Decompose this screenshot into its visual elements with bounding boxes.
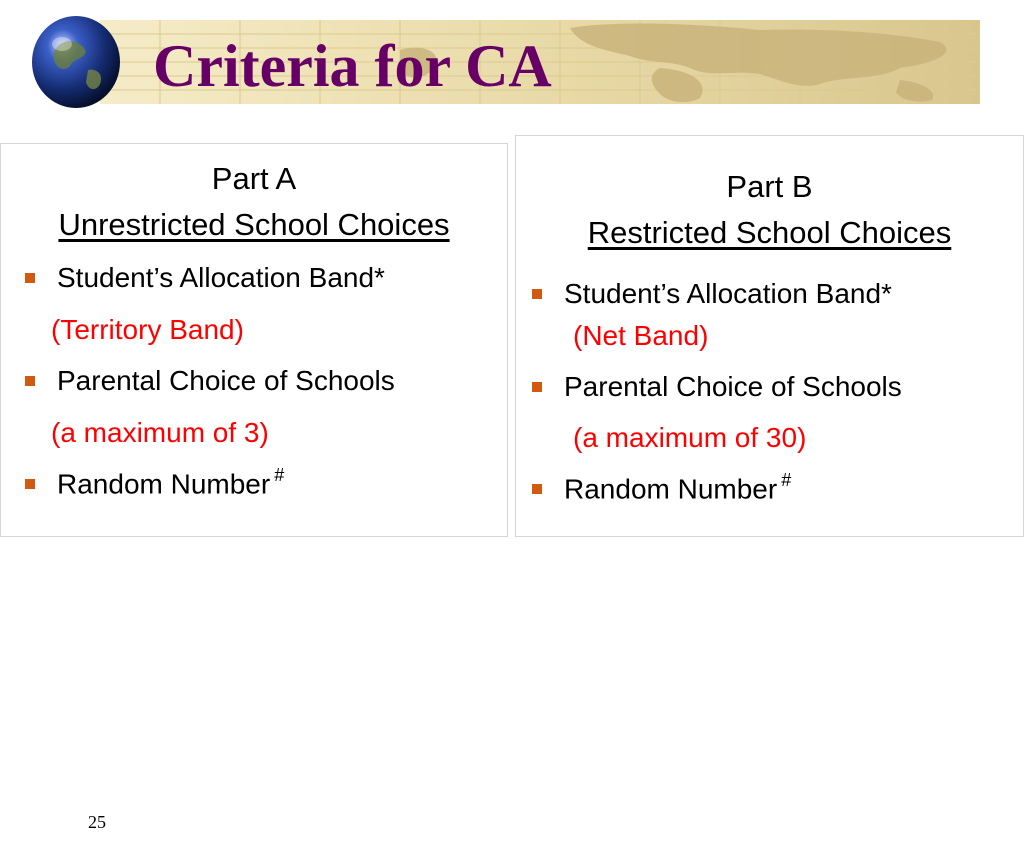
list-item-text: Random Number # [564, 470, 792, 505]
list-item-text: Parental Choice of Schools [57, 365, 395, 396]
square-bullet-icon [532, 382, 542, 392]
part-b-subheading: Restricted School Choices [587, 215, 952, 250]
list-item-text: Student’s Allocation Band* [564, 278, 892, 309]
square-bullet-icon [532, 289, 542, 299]
list-item-text: Parental Choice of Schools [564, 371, 902, 402]
list-item [25, 364, 395, 398]
footnote-mark: # [781, 470, 792, 490]
square-bullet-icon [25, 479, 35, 489]
list-item [532, 472, 791, 506]
part-b-panel [515, 135, 1024, 537]
globe-icon [30, 14, 122, 110]
part-a-panel [0, 143, 508, 537]
list-item [25, 261, 385, 295]
list-item [532, 370, 902, 404]
list-item-note: (a maximum of 3) [51, 417, 269, 448]
square-bullet-icon [25, 273, 35, 283]
list-item [25, 467, 284, 501]
part-a-subheading: Unrestricted School Choices [58, 207, 450, 242]
square-bullet-icon [532, 484, 542, 494]
square-bullet-icon [25, 376, 35, 386]
part-b-heading: Part B [726, 169, 813, 204]
slide-title: Criteria for CA [153, 33, 552, 99]
list-item-text: Student’s Allocation Band* [57, 262, 385, 293]
part-a-heading: Part A [211, 161, 297, 196]
page-number: 25 [88, 812, 106, 832]
list-item-note: (Territory Band) [51, 314, 244, 345]
list-item-note: (Net Band) [573, 320, 709, 351]
list-item-note: (a maximum of 30) [573, 422, 807, 453]
list-item [532, 277, 892, 311]
footnote-mark: # [274, 465, 285, 485]
list-item-text: Random Number # [57, 465, 285, 500]
